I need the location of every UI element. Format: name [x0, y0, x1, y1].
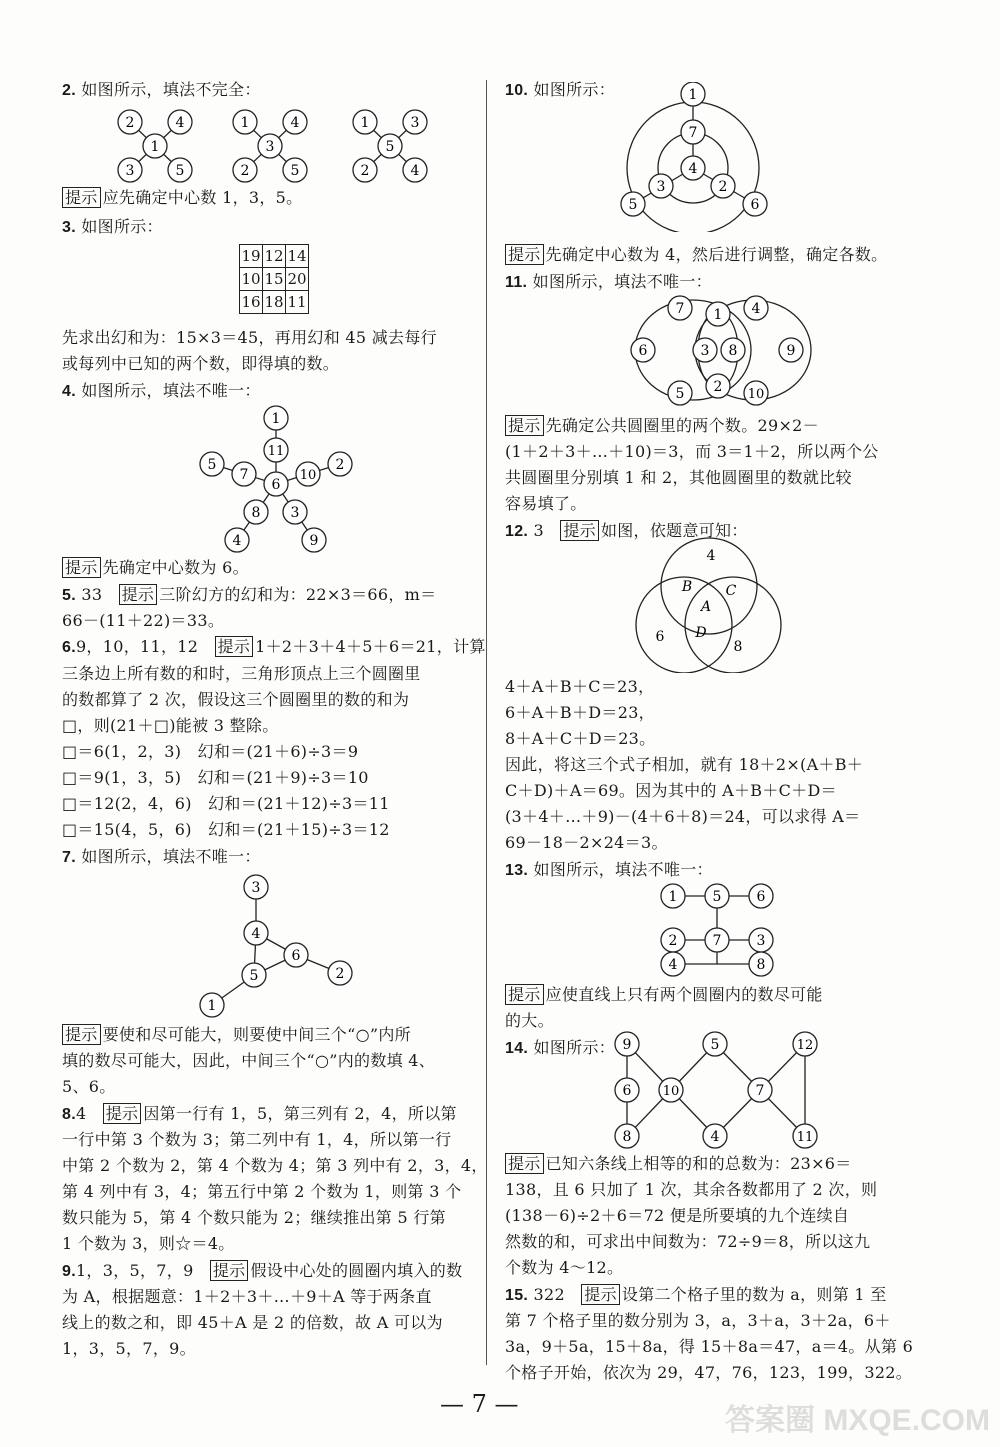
q10-hint: 提示 先确定中心数为 4，然后进行调整，确定各数。	[505, 243, 887, 267]
q12-text: (3＋4＋…＋9)－(4＋6＋8)＝24，可以求得 A＝	[505, 807, 861, 826]
q11-node: 3	[700, 343, 710, 359]
q2-d3-node: 4	[410, 163, 420, 179]
q2-diagram-3	[353, 110, 427, 182]
q8-text: 第 4 列中有 3，4；第五行中第 2 个数为 1，则第 3 个	[62, 1182, 462, 1201]
q7-node: 1	[207, 998, 217, 1014]
q13-node: 6	[756, 889, 766, 905]
q13-hint: 提示 应使直线上只有两个圆圈内的数尽可能	[505, 983, 823, 1007]
q10-circle-diagram	[613, 82, 783, 232]
q10-node: 1	[688, 87, 698, 103]
q12-label: B	[681, 579, 693, 595]
q2-d1-node: 2	[125, 115, 135, 131]
q13-node: 1	[668, 889, 678, 905]
q13-diagram	[653, 882, 783, 992]
q14-node: 9	[622, 1037, 632, 1053]
page-number: — 7 —	[440, 1390, 519, 1418]
q12-label: 6	[655, 629, 665, 645]
q12-line: 12. 3 提示 如图，依题意可知：	[505, 521, 748, 540]
q15-text: 第 7 个格子里的数分别为 3，a，3＋a，3＋2a，6＋	[505, 1311, 891, 1330]
q11-node: 9	[786, 343, 796, 359]
q4-hint: 提示 先确定中心数为 6。	[62, 556, 249, 580]
q4-node: 3	[290, 505, 300, 521]
q11-text: 容易填了。	[505, 494, 587, 513]
q10-node: 6	[750, 197, 760, 213]
q2-d2-node: 2	[240, 163, 250, 179]
q10-node: 7	[688, 125, 698, 141]
q10-node: 4	[688, 161, 698, 177]
q12-text: 8＋A＋C＋D＝23。	[505, 729, 656, 748]
q2-hint: 提示 应先确定中心数 1，3，5。	[62, 186, 302, 210]
q12-label: C	[725, 583, 737, 599]
q8-text: 1 个数为 3，则☆＝4。	[62, 1234, 235, 1253]
q11-text: 共圆圈里分别填 1 和 2，其他圆圈里的数就比较	[505, 468, 852, 487]
q14-node: 4	[710, 1129, 720, 1145]
q8-text: 一行中第 3 个数为 3；第二列中有 1，4，所以第一行	[62, 1130, 452, 1149]
q6-text: □＝15(4，5，6) 幻和＝(21＋15)÷3＝12	[62, 820, 390, 839]
q4-star-diagram	[192, 404, 362, 554]
q14-line: 14. 如图所示：	[505, 1038, 616, 1057]
watermark-logo: 答案圈 MXQE.COM	[724, 1404, 990, 1437]
q13-text: 的大。	[505, 1011, 554, 1030]
q6-text: 三条边上所有数的和时，三角形顶点上三个圆圈里	[62, 664, 421, 683]
q9-text: 线上的数之和，即 45＋A 是 2 的倍数，故 A 可以为	[62, 1313, 443, 1332]
q14-node: 5	[710, 1037, 720, 1053]
q12-text: 因此，将这三个式子相加，就有 18＋2×(A＋B＋	[505, 755, 864, 774]
q2-d2-node: 3	[265, 139, 275, 155]
q14-node: 6	[622, 1083, 632, 1099]
q4-node: 10	[299, 468, 317, 483]
q8-text: 数只能为 5，第 4 个数只能为 2；继续推出第 5 行第	[62, 1208, 446, 1227]
q11-node: 1	[713, 307, 723, 323]
q12-label: 8	[733, 639, 743, 655]
q2-d2-node: 4	[290, 115, 300, 131]
q4-node: 9	[309, 533, 319, 549]
q15-line: 15. 322 提示 设第二个格子里的数为 a，则第 1 至	[505, 1285, 887, 1304]
q2-line: 2. 如图所示，填法不完全：	[62, 80, 261, 99]
q2-d1-node: 5	[175, 163, 185, 179]
q2-d2-node: 1	[240, 115, 250, 131]
q4-node: 5	[207, 457, 217, 473]
q11-node: 7	[675, 301, 685, 317]
q14-node: 10	[662, 1084, 680, 1099]
q4-node: 2	[335, 457, 345, 473]
q12-text: 69－18－2×24＝3。	[505, 833, 668, 852]
q5-text: 66－(11＋22)＝33。	[62, 611, 225, 630]
q2-d3-node: 3	[410, 115, 420, 131]
q2-d1-node: 1	[150, 139, 160, 155]
q8-line: 8.4 提示 因第一行有 1，5，第三列有 2，4，所以第	[62, 1104, 457, 1123]
q2-diagram-1	[118, 110, 192, 182]
q10-line: 10. 如图所示：	[505, 80, 616, 99]
q11-line: 11. 如图所示，填法不唯一：	[505, 272, 712, 291]
q4-node: 8	[251, 505, 261, 521]
q12-text: 6＋A＋B＋D＝23，	[505, 703, 655, 722]
q9-text: 1，3，5，7，9。	[62, 1339, 196, 1358]
q3-line: 3. 如图所示：	[62, 217, 163, 236]
q9-text: 为 A，根据题意：1＋2＋3＋…＋9＋A 等于两条直	[62, 1287, 432, 1306]
q14-node: 12	[796, 1038, 814, 1053]
q15-text: 3a，9＋5a，15＋8a，得 15＋8a＝47，a＝4。从第 6	[505, 1337, 914, 1356]
q7-line: 7. 如图所示，填法不唯一：	[62, 847, 261, 866]
q2-d1-node: 4	[175, 115, 185, 131]
q2-d3-node: 2	[360, 163, 370, 179]
q4-node: 7	[239, 467, 249, 483]
q15-text: 个格子开始，依次为 29，47，76，123，199，322。	[505, 1363, 913, 1382]
q6-text: □，则(21＋□)能被 3 整除。	[62, 716, 279, 735]
q4-node: 4	[232, 533, 242, 549]
q13-node: 2	[668, 933, 678, 949]
q8-text: 中第 2 个数为 2，第 4 个数为 4；第 3 列中有 2，3，4，	[62, 1156, 488, 1175]
q10-node: 5	[628, 197, 638, 213]
q11-node: 4	[751, 301, 761, 317]
q10-node: 2	[718, 179, 728, 195]
q13-line: 13. 如图所示，填法不唯一：	[505, 860, 713, 879]
q14-diagram	[607, 1030, 837, 1150]
q3-text: 先求出幻和为：15×3＝45，再用幻和 45 减去每行	[62, 328, 437, 347]
q11-node: 2	[713, 379, 723, 395]
q13-node: 4	[668, 957, 678, 973]
q7-node: 3	[251, 880, 261, 896]
q6-text: □＝6(1，2，3) 幻和＝(21＋6)÷3＝9	[62, 742, 359, 761]
q7-node: 5	[249, 968, 259, 984]
q2-diagram-2	[233, 110, 307, 182]
q4-node: 6	[271, 477, 281, 493]
q13-node: 3	[756, 933, 766, 949]
q5-line: 5. 33 提示 三阶幻方的幻和为：22×3＝66，m＝	[62, 585, 437, 604]
q14-hint: 提示 已知六条线上相等的和的总数为：23×6＝	[505, 1152, 852, 1176]
q14-node: 7	[755, 1083, 765, 1099]
q6-text: □＝9(1，3，5) 幻和＝(21＋9)÷3＝10	[62, 768, 369, 787]
q13-node: 5	[712, 889, 722, 905]
q12-label: A	[700, 599, 712, 615]
q11-text: (1＋2＋3＋…＋10)＝3，而 3＝1＋2，所以两个公	[505, 442, 879, 461]
q4-line: 4. 如图所示，填法不唯一：	[62, 381, 261, 400]
q7-text: 5、6。	[62, 1077, 116, 1096]
q6-text: □＝12(2，4，6) 幻和＝(21＋12)÷3＝11	[62, 794, 390, 813]
q4-node: 11	[267, 444, 285, 459]
q2-d2-node: 5	[290, 163, 300, 179]
q12-text: C＋D)＋A＝69。因为其中的 A＋B＋C＋D＝	[505, 781, 837, 800]
q7-diagram	[194, 873, 354, 1018]
q2-diagrams	[110, 108, 450, 184]
q13-node: 7	[712, 933, 722, 949]
q13-node: 8	[756, 957, 766, 973]
q14-text: 138，且 6 只加了 1 次，其余各数都用了 2 次，则	[505, 1180, 878, 1199]
q7-hint: 提示 要使和尽可能大，则要使中间三个“○”内所	[62, 1023, 411, 1047]
q3-magic-square: 19 12 14 10 15 20 16 18 11	[239, 244, 309, 314]
q12-label: D	[695, 625, 707, 641]
q2-d3-node: 5	[385, 139, 395, 155]
q7-node: 2	[335, 966, 345, 982]
q11-node: 10	[747, 387, 765, 402]
q10-node: 3	[656, 179, 666, 195]
q14-text: 然数的和，可求出中间数为：72÷9＝8，所以这九	[505, 1232, 871, 1251]
q11-diagram	[623, 292, 823, 414]
q12-label: 4	[706, 548, 716, 564]
q11-node: 5	[675, 386, 685, 402]
q12-venn-diagram	[629, 533, 789, 673]
q11-hint: 提示 先确定公共圆圈里的两个数。29×2－	[505, 414, 819, 438]
q2-d1-node: 3	[125, 163, 135, 179]
q3-text: 或每列中已知的两个数，即得填的数。	[62, 354, 340, 373]
q7-node: 4	[251, 926, 261, 942]
q14-text: (138－6)÷2＋6＝72 便是所要填的九个连续自	[505, 1206, 850, 1225]
q11-node: 8	[728, 343, 738, 359]
q14-node: 8	[622, 1129, 632, 1145]
q12-text: 4＋A＋B＋C＝23，	[505, 677, 655, 696]
q14-node: 11	[796, 1130, 814, 1145]
q7-node: 6	[291, 948, 301, 964]
q4-node: 1	[271, 411, 281, 427]
q6-line: 6.9，10，11，12 提示 1＋2＋3＋4＋5＋6＝21，计算	[62, 637, 486, 656]
q6-text: 的数都算了 2 次，假设这三个圆圈里的数的和为	[62, 690, 410, 709]
q9-line: 9.1，3，5，7，9 提示 假设中心处的圆圈内填入的数	[62, 1261, 463, 1280]
q14-text: 个数为 4～12。	[505, 1258, 624, 1277]
q2-d3-node: 1	[360, 115, 370, 131]
q7-text: 填的数尽可能大，因此，中间三个“○”内的数填 4、	[62, 1051, 436, 1070]
q11-node: 6	[638, 343, 648, 359]
